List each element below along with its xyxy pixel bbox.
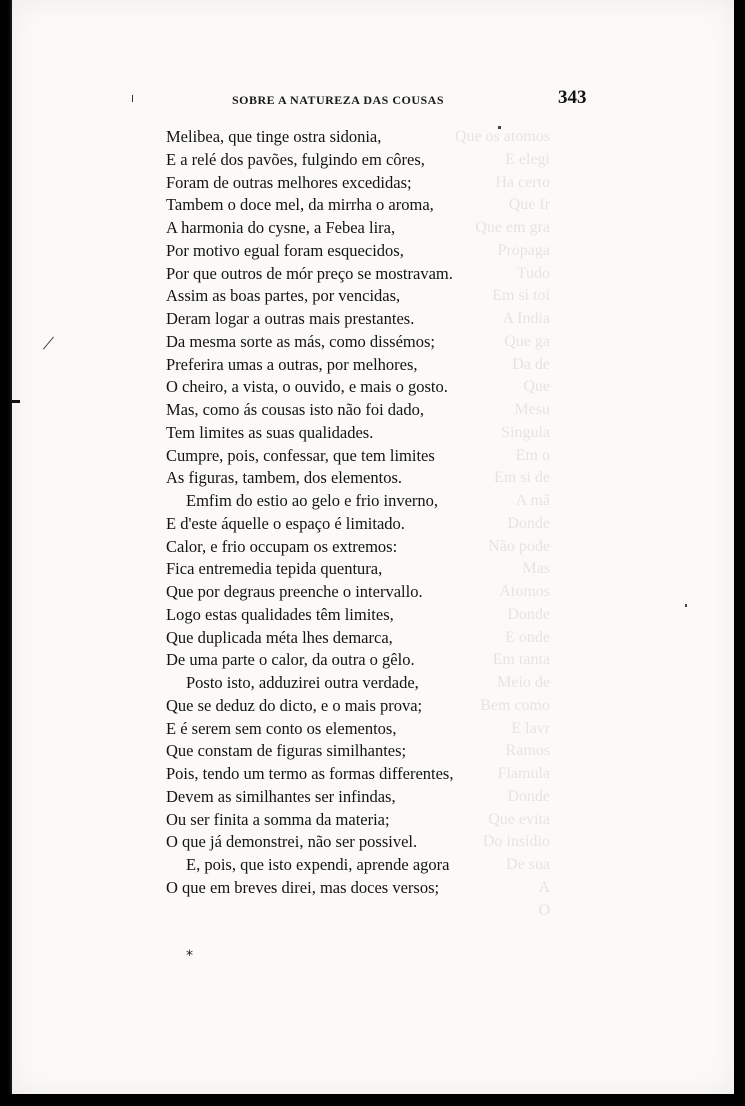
verse-line: O que já demonstrei, não ser possivel. <box>166 832 418 852</box>
margin-dot-mark <box>685 604 687 607</box>
verse-line: Que constam de figuras similhantes; <box>166 741 407 761</box>
verse-line: E, pois, que isto expendi, aprende agora <box>186 855 450 874</box>
verse-line: E d'este áquelle o espaço é limitado. <box>166 513 405 533</box>
verse-line: Que duplicada méta lhes demarca, <box>166 627 393 647</box>
verse-line: Melibea, que tinge ostra sidonia, <box>166 127 382 146</box>
verse-line: Tem limites as suas qualidades. <box>166 422 374 442</box>
scan-right-edge <box>734 0 745 1106</box>
verse-line: Calor, e frio occupam os extremos: <box>166 536 398 556</box>
verse-line: E a relé dos pavões, fulgindo em côres, <box>166 149 425 169</box>
verse-line: Pois, tendo um termo as formas differentes, <box>166 764 454 783</box>
verse-line: E é serem sem conto os elementos, <box>166 718 397 738</box>
verse-line: Ou ser finita a somma da materia; <box>166 809 390 829</box>
verse-line: Por motivo egual foram esquecidos, <box>166 240 404 260</box>
scan-left-edge <box>0 0 12 1106</box>
verse-line: Preferira umas a outras, por melhores, <box>166 354 418 374</box>
verse-line: Tambem o doce mel, da mirrha o aroma, <box>166 195 434 215</box>
verse-line: Que por degraus preenche o intervallo. <box>166 582 423 601</box>
verse-line: De uma parte o calor, da outra o gêlo. <box>166 650 415 670</box>
verse-line: Posto isto, adduzirei outra verdade, <box>186 673 419 692</box>
verse-line: Que se deduz do dicto, e o mais prova; <box>166 695 423 715</box>
margin-dash-mark <box>12 400 20 403</box>
verse-line: Devem as similhantes ser infindas, <box>166 786 396 806</box>
verse-line: Assim as boas partes, por vencidas, <box>166 286 401 306</box>
verse-line: Deram logar a outras mais prestantes. <box>166 309 415 328</box>
scan-bottom-edge <box>0 1094 745 1106</box>
verse-line: Fica entremedia tepida quentura, <box>166 559 383 579</box>
verse-line: Por que outros de mór preço se mostravam. <box>166 263 453 283</box>
verse-line: Mas, como ás cousas isto não foi dado, <box>166 400 424 419</box>
page-number: 343 <box>558 87 587 108</box>
verse-line: O que em breves direi, mas doces versos; <box>166 877 440 897</box>
footer-ornament: * <box>186 948 193 964</box>
verse-line: Logo estas qualidades têm limites, <box>166 604 394 624</box>
margin-tick-mark <box>132 95 133 102</box>
running-title: SOBRE A NATUREZA DAS COUSAS <box>232 93 444 107</box>
verse-line: Foram de outras melhores excedidas; <box>166 172 412 192</box>
verse-line: O cheiro, a vista, o ouvido, e mais o gosto. <box>166 377 448 397</box>
verse-line: As figuras, tambem, dos elementos. <box>166 468 402 488</box>
verse-line: A harmonia do cysne, a Febea lira, <box>166 218 396 237</box>
verse-line: Da mesma sorte as más, como dissémos; <box>166 331 435 351</box>
poem-verses <box>166 126 586 900</box>
verse-line: Cumpre, pois, confessar, que tem limites <box>166 445 435 465</box>
verse-line: Emfim do estio ao gelo e frio inverno, <box>186 491 439 510</box>
